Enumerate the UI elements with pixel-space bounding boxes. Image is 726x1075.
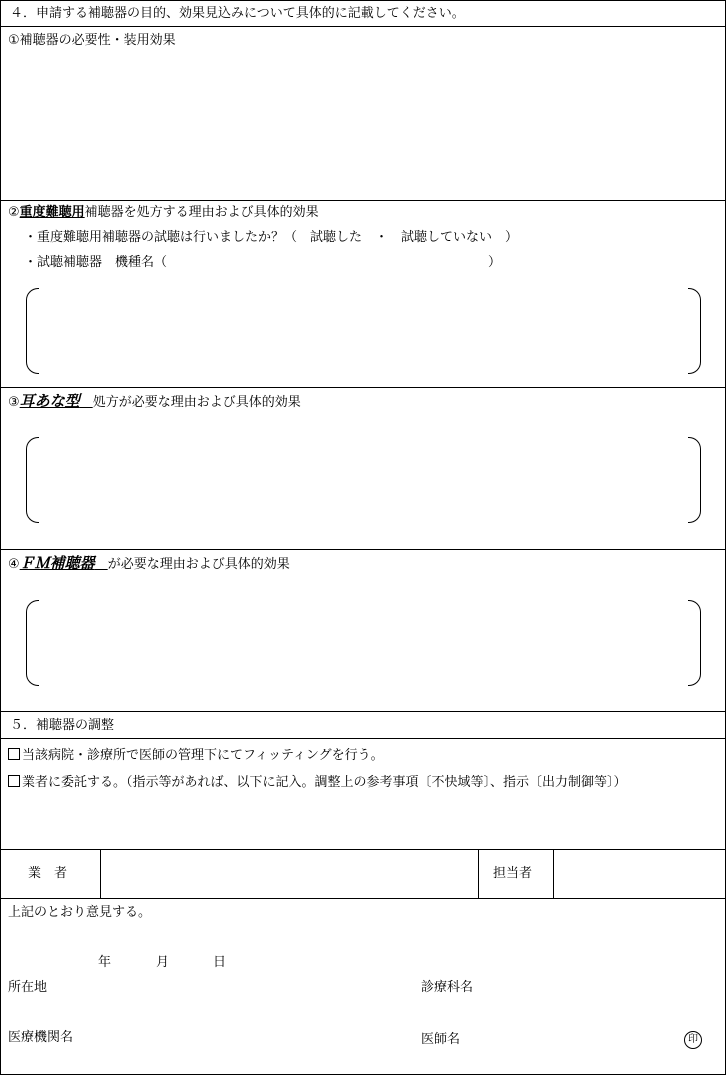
item4-title-rest: が必要な理由および具体的効果 [107, 557, 290, 572]
item3-title-rest: 処方が必要な理由および具体的効果 [92, 395, 301, 410]
item2-title [8, 205, 319, 221]
item3-marker: ③ [8, 395, 20, 410]
model-name-close: ） [488, 255, 502, 270]
checkbox[interactable] [8, 748, 20, 760]
item3-title [8, 393, 301, 411]
divider [0, 738, 726, 739]
section4-heading: ４．申請する補聴器の目的、効果見込みについて具体的に記載してください。 [10, 6, 465, 21]
section5-heading: ５．補聴器の調整 [10, 718, 115, 733]
checkbox[interactable] [8, 775, 20, 787]
address-label: 所在地 [8, 980, 48, 995]
institution-label: 医療機関名 [8, 1030, 74, 1045]
divider [0, 898, 726, 899]
divider [0, 711, 726, 712]
person-in-charge-field[interactable] [555, 851, 723, 896]
item4-title [8, 555, 290, 573]
person-in-charge-label: 担当者 [493, 866, 533, 881]
divider [100, 849, 101, 898]
item3-writing-area[interactable] [40, 439, 686, 521]
bracket-right [688, 288, 701, 374]
instructions-writing-area[interactable] [4, 796, 720, 846]
item2-marker: ② [8, 205, 20, 220]
item1-title: ①補聴器の必要性・装用効果 [8, 33, 176, 48]
option-outsource[interactable] [8, 775, 627, 791]
divider [0, 849, 726, 850]
divider [0, 387, 726, 388]
vendor-field[interactable] [102, 851, 476, 896]
item2-title-rest: 補聴器を処方する理由および具体的効果 [84, 205, 319, 220]
item4-marker: ④ [8, 557, 20, 572]
bracket-left [26, 288, 39, 374]
item1-writing-area[interactable] [4, 52, 720, 196]
item4-emphasis: ＦＭ補聴器 [19, 554, 95, 572]
item2-writing-area[interactable] [40, 290, 686, 372]
trial-question: ・重度難聴用補聴器の試聴は行いましたか？（ 試聴した ・ 試聴していない ） [24, 230, 519, 245]
option-in-house[interactable] [8, 748, 384, 764]
divider [0, 200, 726, 201]
item3-emphasis: 耳あな型 [19, 392, 80, 410]
month-label: 月 [156, 955, 170, 970]
bracket-left [26, 600, 39, 686]
bracket-left [26, 437, 39, 523]
option-in-house-label: 当該病院・診療所で医師の管理下にてフィッティングを行う。 [22, 748, 384, 763]
divider [553, 849, 554, 898]
bracket-right [688, 600, 701, 686]
opinion-statement: 上記のとおり意見する。 [8, 905, 152, 920]
vendor-label: 業 者 [28, 866, 68, 881]
seal-mark: 印 [684, 1031, 702, 1049]
divider [0, 549, 726, 550]
year-label: 年 [98, 955, 112, 970]
doctor-name-label: 医師名 [421, 1032, 461, 1047]
day-label: 日 [213, 955, 227, 970]
underline-spacer [80, 395, 93, 410]
underline-spacer [95, 557, 108, 572]
divider [0, 26, 726, 27]
bracket-right [688, 437, 701, 523]
item4-writing-area[interactable] [40, 602, 686, 684]
model-name-label: ・試聴補聴器 機種名（ [24, 255, 168, 270]
divider [478, 849, 479, 898]
item2-emphasis: 重度難聴用 [19, 205, 85, 220]
department-label: 診療科名 [421, 980, 474, 995]
model-name-field[interactable] [186, 253, 486, 273]
option-outsource-label: 業者に委託する。（指示等があれば、以下に記入。調整上の参考事項〔不快域等〕、指示〔出力制御等〕） [22, 775, 627, 790]
